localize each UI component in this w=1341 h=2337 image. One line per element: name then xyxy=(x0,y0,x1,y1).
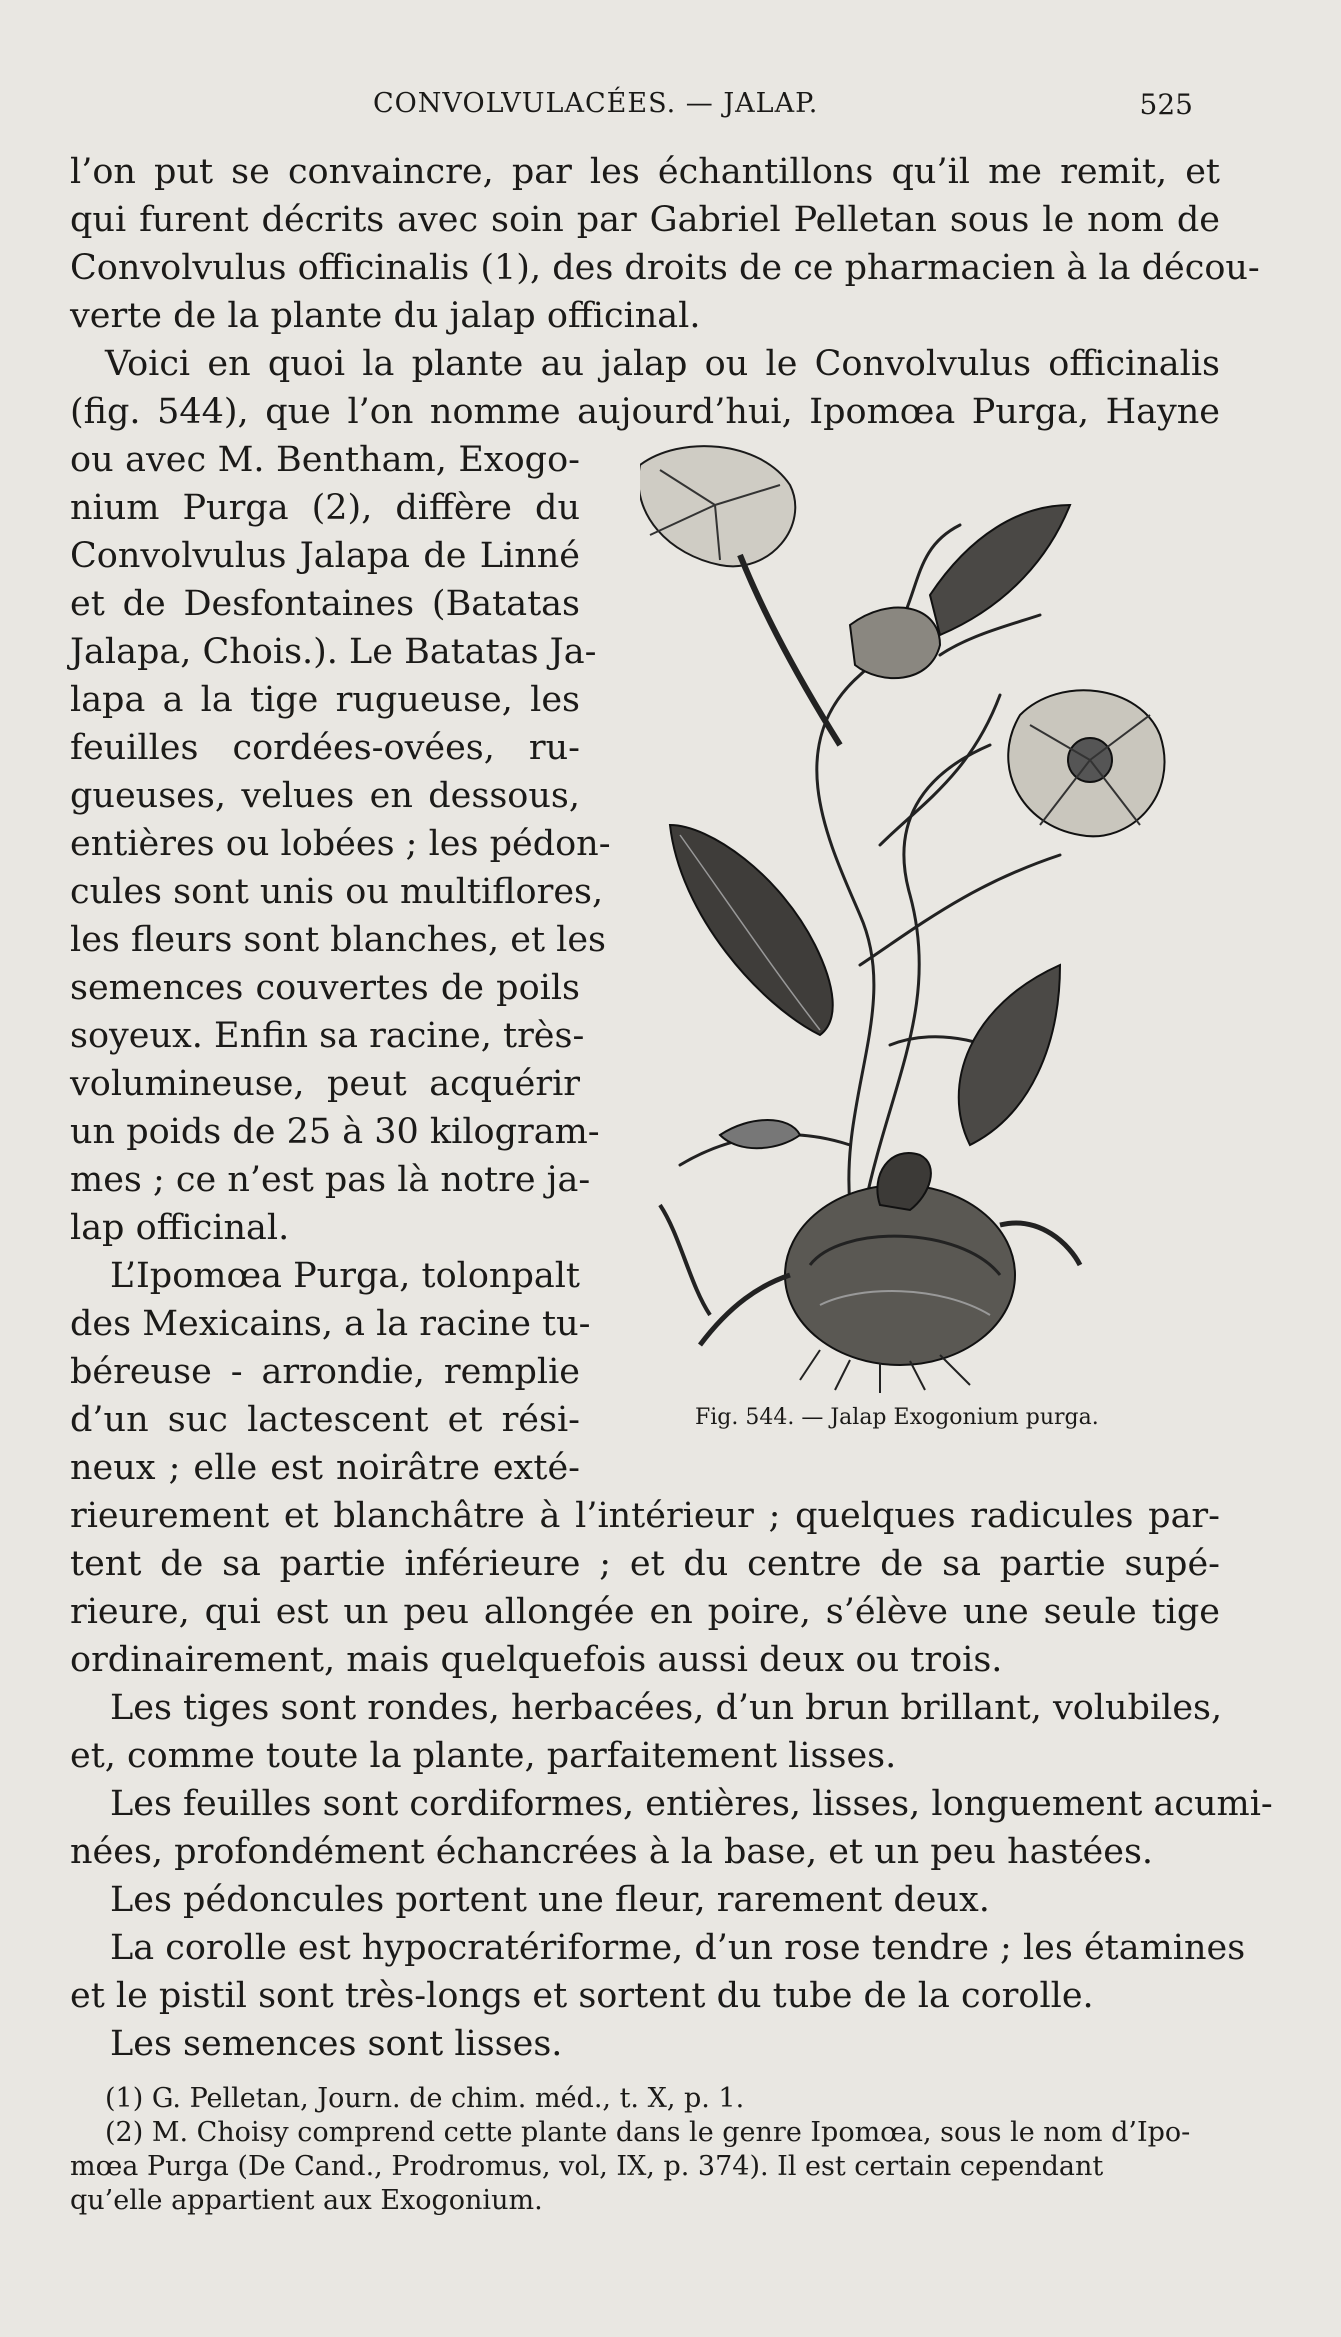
body-line-11: Jalapa, Chois.). Le Batatas Ja- xyxy=(70,632,597,672)
figure-caption: Fig. 544. — Jalap Exogonium purga. xyxy=(695,1405,1099,1430)
body-line-6: (fig. 544), que l’on nomme aujourd’hui, Ipomœa Purga, Hayne xyxy=(70,392,1220,432)
body-line-2: qui furent décrits avec soin par Gabriel Pelletan sous le nom de xyxy=(70,200,1220,240)
body-line-26: béreuse - arrondie, remplie xyxy=(70,1352,580,1392)
body-line-9: Convolvulus Jalapa de Linné xyxy=(70,536,580,576)
leaf-right xyxy=(959,965,1060,1145)
body-line-33: Les tiges sont rondes, herbacées, d’un brun brillant, volubiles, xyxy=(110,1688,1223,1728)
body-line-35: Les feuilles sont cordiformes, entières, lisses, longuement acumi- xyxy=(110,1784,1273,1824)
body-line-14: gueuses, velues en dessous, xyxy=(70,776,580,816)
body-line-38: La corolle est hypocratériforme, d’un rose tendre ; les étamines xyxy=(110,1928,1246,1968)
page-number: 525 xyxy=(1139,88,1193,121)
body-line-17: les fleurs sont blanches, et les xyxy=(70,920,607,960)
running-title: CONVOLVULACÉES. — JALAP. xyxy=(373,88,819,119)
body-line-34: et, comme toute la plante, parfaitement lisses. xyxy=(70,1736,897,1776)
running-header xyxy=(68,88,1193,128)
body-line-12: lapa a la tige rugueuse, les xyxy=(70,680,580,720)
body-line-22: mes ; ce n’est pas là notre ja- xyxy=(70,1160,591,1200)
body-line-21: un poids de 25 à 30 kilogram- xyxy=(70,1112,600,1152)
body-line-8: nium Purga (2), diffère du xyxy=(70,488,580,528)
flower-top-left xyxy=(640,446,840,745)
body-line-15: entières ou lobées ; les pédon- xyxy=(70,824,611,864)
body-line-19: soyeux. Enfin sa racine, très- xyxy=(70,1016,585,1056)
body-line-5: Voici en quoi la plante au jalap ou le Convolvulus officinalis xyxy=(105,344,1220,384)
flower-right xyxy=(1008,690,1164,836)
body-line-36: nées, profondément échancrées à la base, et un peu hastées. xyxy=(70,1832,1154,1872)
body-line-25: des Mexicains, a la racine tu- xyxy=(70,1304,591,1344)
body-line-29: rieurement et blanchâtre à l’intérieur ; quelques radicules par- xyxy=(70,1496,1220,1536)
footnote-2-line-1: (2) M. Choisy comprend cette plante dans le genre Ipomœa, sous le nom d’Ipo- xyxy=(105,2117,1191,2148)
footnote-2-line-2: mœa Purga (De Cand., Prodromus, vol, IX, p. 374). Il est certain cependant xyxy=(70,2151,1104,2182)
body-line-3: Convolvulus officinalis (1), des droits de ce pharmacien à la décou- xyxy=(70,248,1260,288)
body-line-24: L’Ipomœa Purga, tolonpalt xyxy=(110,1256,580,1296)
body-line-20: volumineuse, peut acquérir xyxy=(70,1064,580,1104)
body-line-18: semences couvertes de poils xyxy=(70,968,580,1008)
body-line-13: feuilles cordées-ovées, ru- xyxy=(70,728,580,768)
body-line-31: rieure, qui est un peu allongée en poire, s’élève une seule tige xyxy=(70,1592,1220,1632)
tuber-root xyxy=(660,1153,1080,1393)
body-line-4: verte de la plante du jalap officinal. xyxy=(70,296,701,336)
body-line-16: cules sont unis ou multiflores, xyxy=(70,872,604,912)
body-line-23: lap officinal. xyxy=(70,1208,290,1248)
body-line-39: et le pistil sont très-longs et sortent du tube de la corolle. xyxy=(70,1976,1094,2016)
footnote-1: (1) G. Pelletan, Journ. de chim. méd., t. X, p. 1. xyxy=(105,2083,745,2114)
body-line-7: ou avec M. Bentham, Exogo- xyxy=(70,440,580,480)
leaf-top-right xyxy=(930,505,1070,635)
body-line-30: tent de sa partie inférieure ; et du centre de sa partie supé- xyxy=(70,1544,1220,1584)
body-line-32: ordinairement, mais quelquefois aussi deux ou trois. xyxy=(70,1640,1003,1680)
footnote-2-line-3: qu’elle appartient aux Exogonium. xyxy=(70,2185,543,2216)
body-line-37: Les pédoncules portent une fleur, rarement deux. xyxy=(110,1880,990,1920)
body-line-40: Les semences sont lisses. xyxy=(110,2024,563,2064)
body-line-28: neux ; elle est noirâtre exté- xyxy=(70,1448,580,1488)
leaf-middle xyxy=(850,608,940,679)
body-line-1: l’on put se convaincre, par les échantillons qu’il me remit, et xyxy=(70,152,1220,192)
body-line-10: et de Desfontaines (Batatas xyxy=(70,584,580,624)
body-line-27: d’un suc lactescent et rési- xyxy=(70,1400,580,1440)
bud-left xyxy=(720,1120,800,1148)
jalap-illustration xyxy=(640,445,1200,1395)
